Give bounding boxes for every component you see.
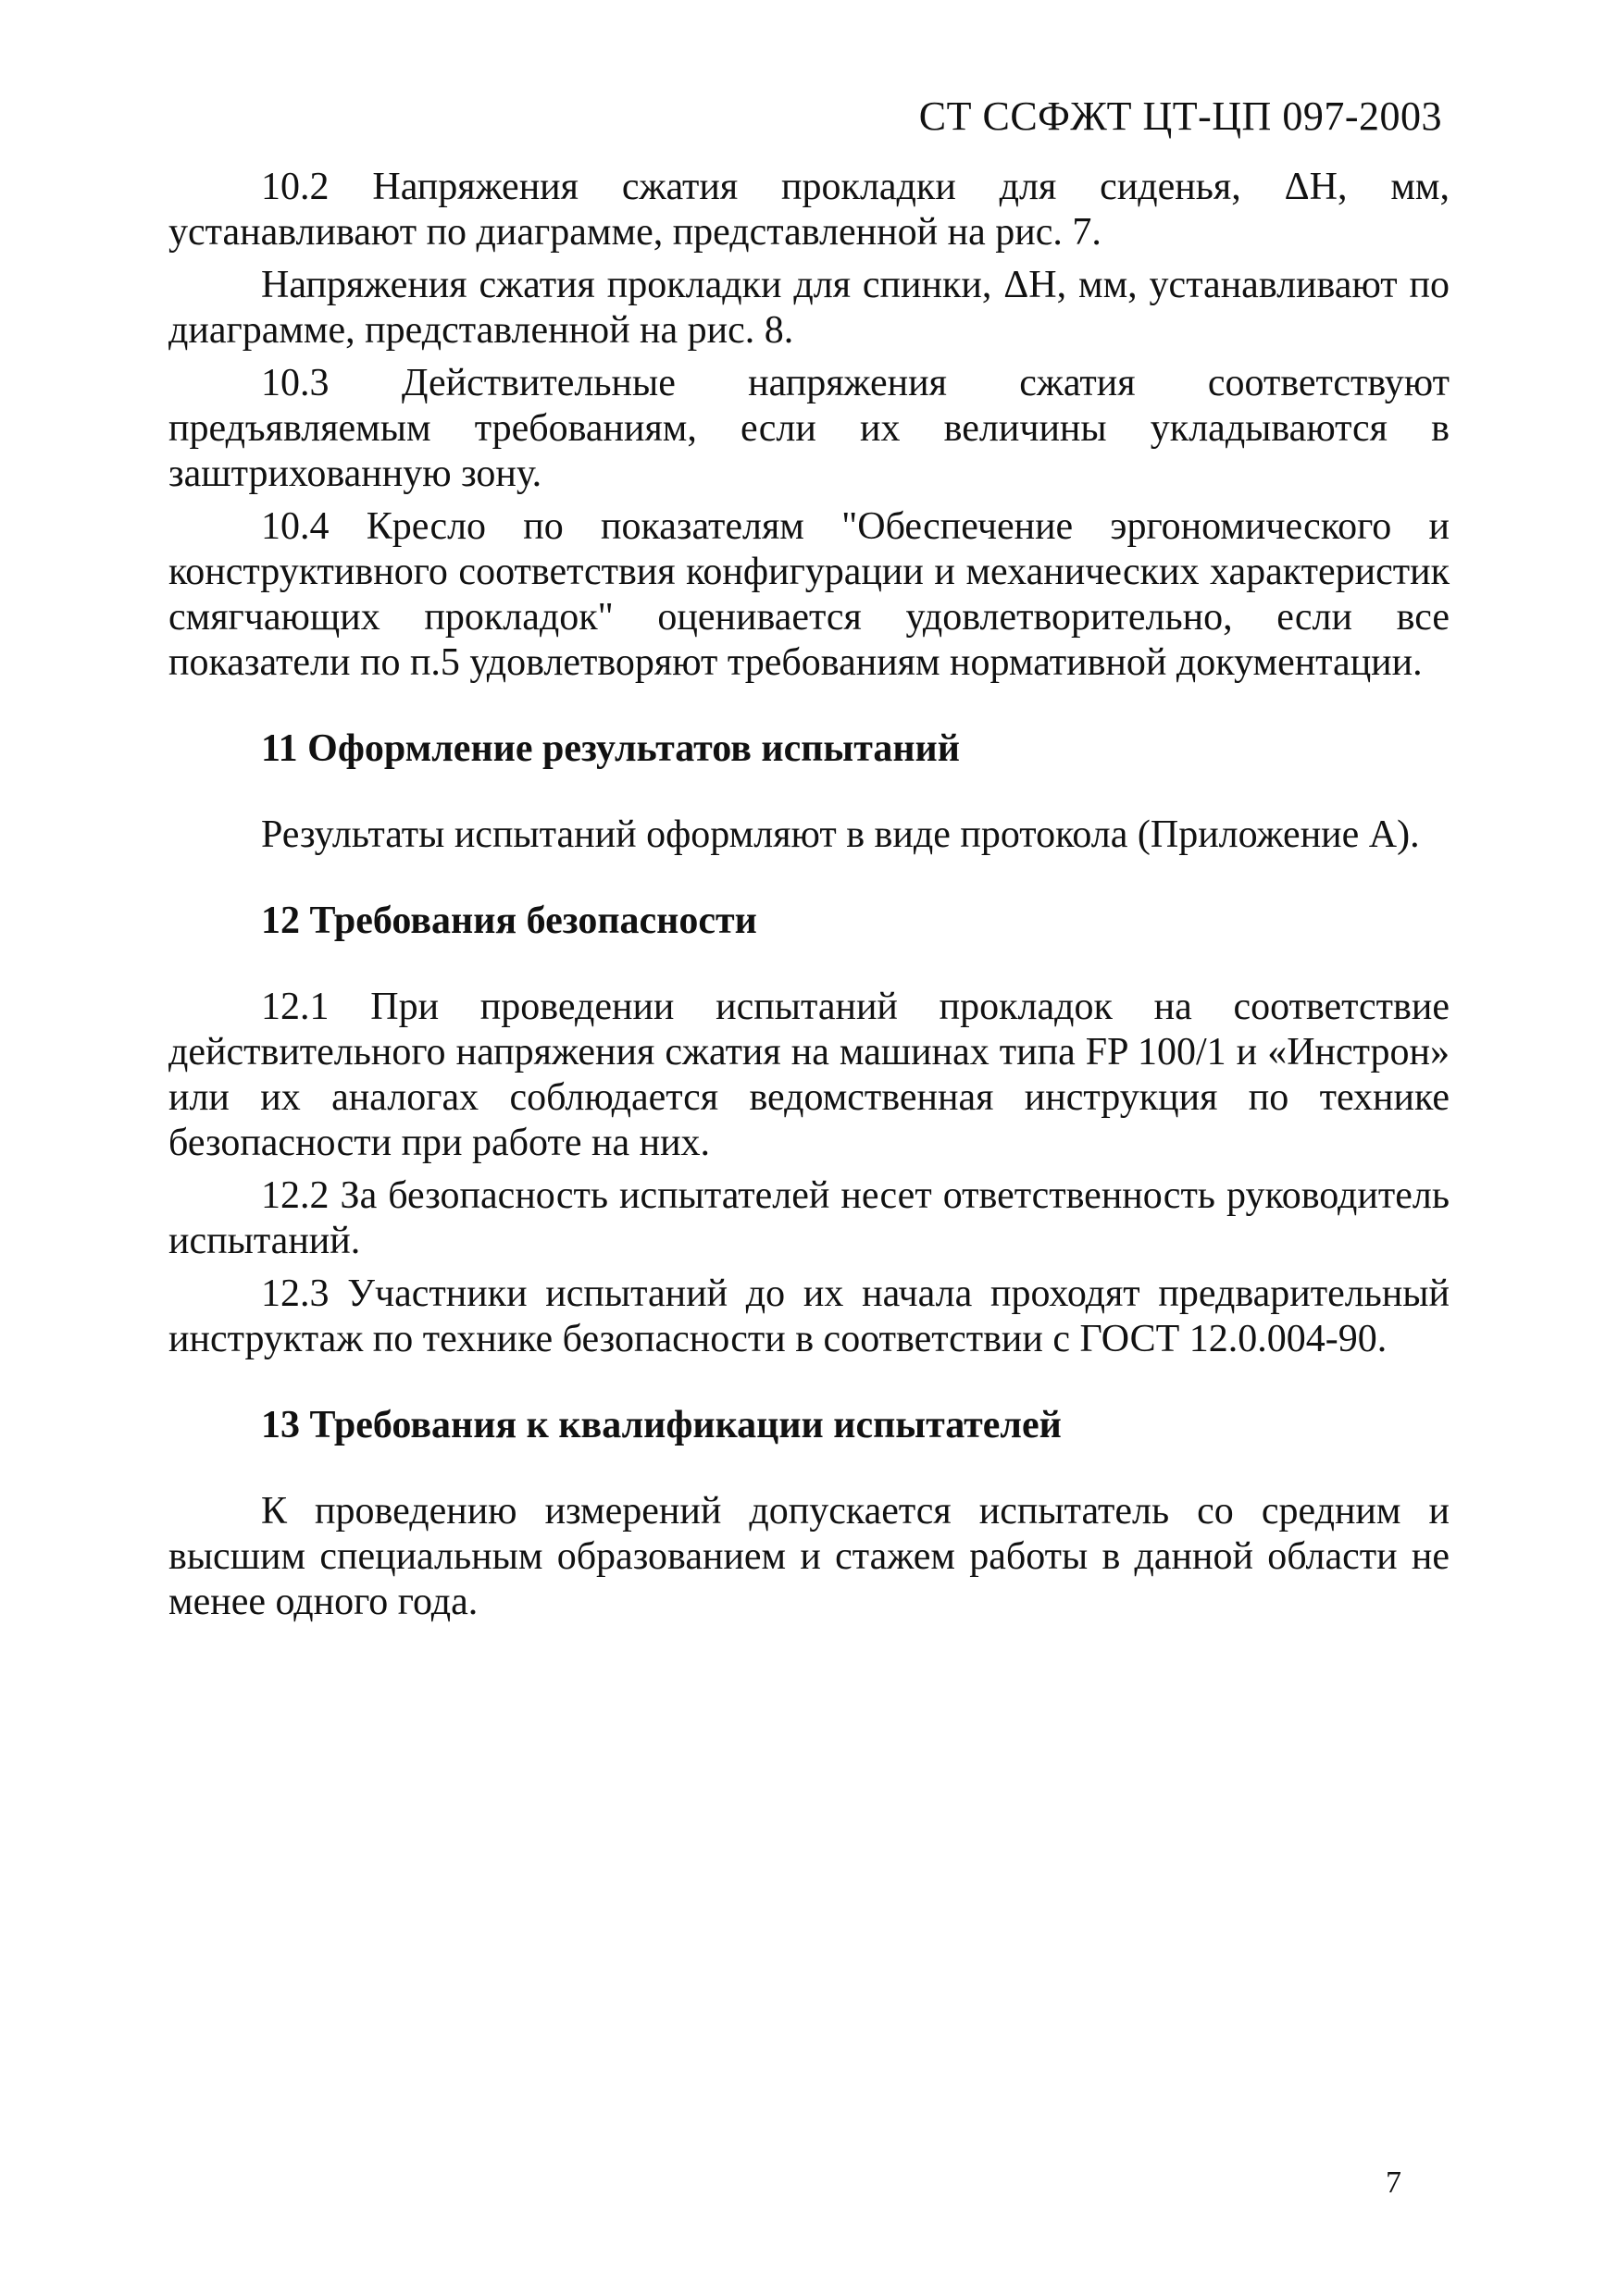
paragraph-10-2-seat: 10.2 Напряжения сжатия прокладки для сиденья, ΔН, мм, устанавливают по диаграмме, представленной на рис. 7. (168, 166, 1450, 254)
section-heading-11: 11 Оформление результатов испытаний (261, 727, 960, 770)
section-heading-12: 12 Требования безопасности (261, 900, 757, 942)
document-body (168, 165, 1450, 1625)
section-heading-13: 13 Требования к квалификации испытателей (261, 1404, 1062, 1446)
paragraph-13: К проведению измерений допускается испытатель со средним и высшим специальным образованием и стажем работы в данной области не менее одного года. (168, 1490, 1450, 1623)
paragraph-10-2-back: Напряжения сжатия прокладки для спинки, ΔН, мм, устанавливают по диаграмме, представленной на рис. 8. (168, 264, 1450, 352)
paragraph-12-1: 12.1 При проведении испытаний прокладок на соответствие действительного напряжения сжатия на машинах типа FP 100/1 и «Инстрон» или их аналогах соблюдается ведомственная инструкция по технике безопасности при работе на них. (168, 986, 1450, 1164)
paragraph-11: Результаты испытаний оформляют в виде протокола (Приложение А). (261, 813, 1420, 856)
paragraph-12-2: 12.2 За безопасность испытателей несет ответственность руководитель испытаний. (168, 1174, 1450, 1262)
paragraph-10-3: 10.3 Действительные напряжения сжатия соответствуют предъявляемым требованиям, если их величины укладываются в заштрихованную зону. (168, 362, 1450, 495)
paragraph-10-4: 10.4 Кресло по показателям "Обеспечение эргономического и конструктивного соответствия конфигурации и механических характеристик смягчающих прокладок" оценивается удовлетворительно, если все показатели по п.5 удовлетворяют требованиям нормативной документации. (168, 505, 1450, 684)
paragraph-12-3: 12.3 Участники испытаний до их начала проходят предварительный инструктаж по технике безопасности в соответствии с ГОСТ 12.0.004-90. (168, 1272, 1450, 1360)
page-number: 7 (1386, 2166, 1401, 2200)
document-code: СТ ССФЖТ ЦТ-ЦП 097-2003 (918, 93, 1442, 139)
